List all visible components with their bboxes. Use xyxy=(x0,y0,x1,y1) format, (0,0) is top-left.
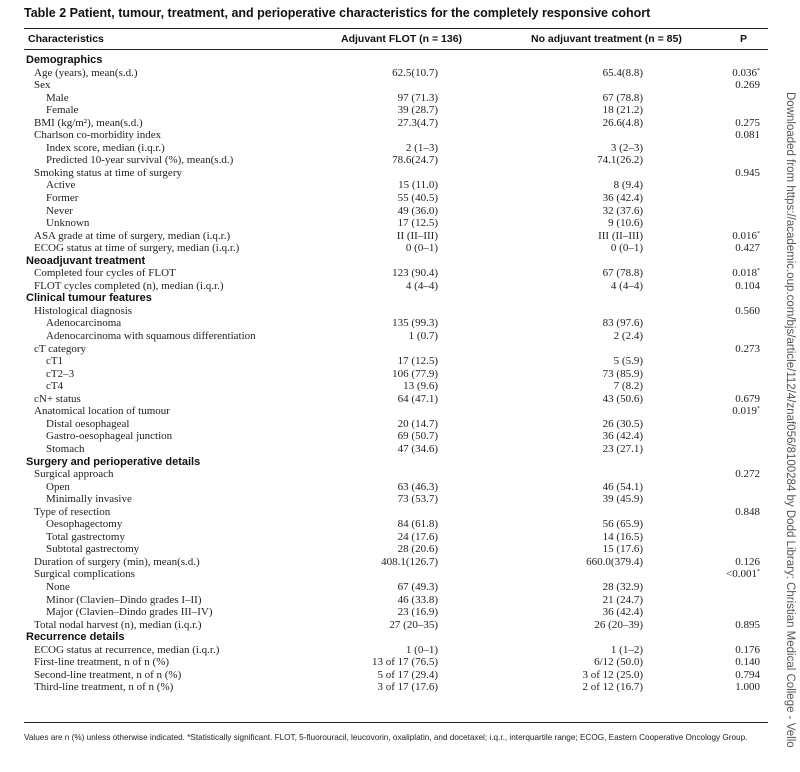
row-label: Surgical approach xyxy=(34,468,114,481)
p-value: 0.273 xyxy=(735,342,760,355)
row-label: ASA grade at time of surgery, median (i.q.r.) xyxy=(34,229,231,242)
p-value: 0.019* xyxy=(732,405,760,418)
download-watermark-text: Downloaded from https://academic.oup.com/bjs/article/112/4/znaf056/8100284 by Dodd Library: Christian Medical College - Vello xyxy=(784,92,796,748)
no-adjuvant-value: 39 (45.9) xyxy=(602,493,643,506)
p-value: 0.895 xyxy=(735,618,760,631)
row-label: Charlson co-morbidity index xyxy=(34,129,162,142)
no-adjuvant-value: 67 (78.8) xyxy=(602,91,643,104)
row-label: Anatomical location of tumour xyxy=(34,405,170,418)
table-row xyxy=(24,205,768,218)
flot-value: 13 of 17 (76.5) xyxy=(372,656,438,669)
row-label: cT2–3 xyxy=(46,367,75,380)
row-label: Minor (Clavien–Dindo grades I–II) xyxy=(46,593,202,606)
row-label: Adenocarcinoma xyxy=(46,317,122,330)
p-value: 0.679 xyxy=(735,392,760,405)
flot-value: 63 (46.3) xyxy=(397,480,438,493)
table-row xyxy=(24,167,768,180)
row-label: Male xyxy=(46,91,69,104)
no-adjuvant-value: 36 (42.4) xyxy=(602,430,643,443)
flot-value: 408.1(126.7) xyxy=(381,555,438,568)
row-label: Subtotal gastrectomy xyxy=(46,543,140,556)
no-adjuvant-value: 26.6(4.8) xyxy=(602,116,643,129)
no-adjuvant-value: 9 (10.6) xyxy=(608,217,643,230)
section-heading xyxy=(24,255,768,268)
no-adjuvant-value: 23 (27.1) xyxy=(602,442,643,455)
no-adjuvant-value: 67 (78.8) xyxy=(602,267,643,280)
flot-value: 15 (11.0) xyxy=(398,179,438,192)
p-value: 0.016* xyxy=(732,229,760,242)
no-adjuvant-value: 8 (9.4) xyxy=(613,179,643,192)
section-heading xyxy=(24,456,768,469)
table-row xyxy=(24,468,768,481)
flot-value: 24 (17.6) xyxy=(397,530,438,543)
table-row xyxy=(24,67,768,80)
row-label: Never xyxy=(46,204,73,217)
section-label: Demographics xyxy=(26,54,103,66)
row-label: Female xyxy=(46,104,79,117)
section-label: Recurrence details xyxy=(26,631,125,644)
flot-value: 73 (53.7) xyxy=(397,493,438,506)
table-row xyxy=(24,531,768,544)
no-adjuvant-value: 4 (4–4) xyxy=(610,279,643,292)
p-value: 0.104 xyxy=(735,279,760,292)
no-adjuvant-value: 3 of 12 (25.0) xyxy=(582,668,643,681)
p-value: 0.126 xyxy=(735,555,760,568)
no-adjuvant-value: 36 (42.4) xyxy=(602,192,643,205)
row-label: Open xyxy=(46,480,70,493)
table-row xyxy=(24,230,768,243)
flot-value: 135 (99.3) xyxy=(392,317,438,330)
flot-value: 39 (28.7) xyxy=(397,104,438,117)
flot-value: 2 (1–3) xyxy=(405,141,438,154)
p-value: 0.269 xyxy=(735,79,760,92)
p-value: 1.000 xyxy=(735,681,760,694)
table-row xyxy=(24,405,768,418)
table-body xyxy=(24,54,768,694)
row-label: Duration of surgery (min), mean(s.d.) xyxy=(34,555,200,568)
no-adjuvant-value: 65.4(8.8) xyxy=(602,66,643,79)
row-label: Total nodal harvest (n), median (i.q.r.) xyxy=(34,618,202,631)
table-row xyxy=(24,79,768,92)
flot-value: 64 (47.1) xyxy=(397,392,438,405)
table-header-rule xyxy=(24,49,768,50)
no-adjuvant-value: 0 (0–1) xyxy=(610,242,643,255)
row-label: Stomach xyxy=(46,442,85,455)
table-footnote: Values are n (%) unless otherwise indicated. *Statistically significant. FLOT, 5-fluorouracil, leucovorin, oxaliplatin, and docetaxel; i.q.r., interquartile range; ECOG, Eastern Cooperative Oncology Group. xyxy=(24,733,748,742)
row-label: Smoking status at time of surgery xyxy=(34,166,182,179)
flot-value: 55 (40.5) xyxy=(397,192,438,205)
table-row xyxy=(24,481,768,494)
table-row xyxy=(24,681,768,694)
p-value: 0.794 xyxy=(735,668,760,681)
flot-value: 78.6(24.7) xyxy=(392,154,438,167)
table-row xyxy=(24,129,768,142)
no-adjuvant-value: 3 (2–3) xyxy=(610,141,643,154)
header-p-value: P xyxy=(740,33,748,45)
section-label: Neoadjuvant treatment xyxy=(26,254,146,267)
row-label: Histological diagnosis xyxy=(34,304,133,317)
table-row xyxy=(24,594,768,607)
no-adjuvant-value: 660.0(379.4) xyxy=(586,555,643,568)
p-value: 0.848 xyxy=(735,505,760,518)
row-label: Total gastrectomy xyxy=(46,530,125,543)
no-adjuvant-value: 83 (97.6) xyxy=(602,317,643,330)
row-label: cT1 xyxy=(46,355,64,368)
p-value: 0.560 xyxy=(735,304,760,317)
row-label: Completed four cycles of FLOT xyxy=(34,267,176,280)
flot-value: 97 (71.3) xyxy=(397,91,438,104)
no-adjuvant-value: 21 (24.7) xyxy=(602,593,643,606)
row-label: ECOG status at time of surgery, median (i.q.r.) xyxy=(34,242,240,255)
row-label: Type of resection xyxy=(34,505,111,518)
row-label: Unknown xyxy=(46,217,90,230)
table-row xyxy=(24,92,768,105)
no-adjuvant-value: 7 (8.2) xyxy=(613,380,643,393)
flot-value: 23 (16.9) xyxy=(397,606,438,619)
table-row xyxy=(24,506,768,519)
table-row xyxy=(24,355,768,368)
flot-value: 4 (4–4) xyxy=(405,279,438,292)
p-value: 0.176 xyxy=(735,643,760,656)
row-label: Active xyxy=(46,179,76,192)
no-adjuvant-value: 74.1(26.2) xyxy=(597,154,643,167)
row-label: Distal oesophageal xyxy=(46,417,130,430)
table-row xyxy=(24,217,768,230)
section-label: Surgery and perioperative details xyxy=(26,455,201,468)
row-label: Oesophagectomy xyxy=(46,518,123,531)
row-label: cT category xyxy=(34,342,87,355)
p-value: 0.081 xyxy=(735,129,760,142)
no-adjuvant-value: 15 (17.6) xyxy=(602,543,643,556)
row-label: Second-line treatment, n of n (%) xyxy=(34,668,182,681)
no-adjuvant-value: 26 (20–39) xyxy=(594,618,643,631)
flot-value: 69 (50.7) xyxy=(397,430,438,443)
section-heading xyxy=(24,292,768,305)
flot-value: 27.3(4.7) xyxy=(397,116,438,129)
header-characteristics: Characteristics xyxy=(28,33,104,45)
table-row xyxy=(24,644,768,657)
row-label: cN+ status xyxy=(34,392,81,405)
section-heading xyxy=(24,54,768,67)
table-row xyxy=(24,267,768,280)
table-row xyxy=(24,619,768,632)
table-row xyxy=(24,305,768,318)
row-label: Surgical complications xyxy=(34,568,135,581)
row-label: cT4 xyxy=(46,380,64,393)
flot-value: 28 (20.6) xyxy=(397,543,438,556)
table-row xyxy=(24,330,768,343)
flot-value: 17 (12.5) xyxy=(397,217,438,230)
no-adjuvant-value: 26 (30.5) xyxy=(602,417,643,430)
table-row xyxy=(24,192,768,205)
table-row xyxy=(24,343,768,356)
p-value: 0.275 xyxy=(735,116,760,129)
table-row xyxy=(24,380,768,393)
no-adjuvant-value: 56 (65.9) xyxy=(602,518,643,531)
no-adjuvant-value: 2 of 12 (16.7) xyxy=(582,681,643,694)
table-row xyxy=(24,606,768,619)
flot-value: 20 (14.7) xyxy=(397,417,438,430)
no-adjuvant-value: 14 (16.5) xyxy=(602,530,643,543)
p-value: 0.272 xyxy=(735,468,760,481)
flot-value: 106 (77.9) xyxy=(392,367,438,380)
no-adjuvant-value: III (II–III) xyxy=(598,229,643,242)
flot-value: II (II–III) xyxy=(396,229,438,242)
flot-value: 0 (0–1) xyxy=(405,242,438,255)
flot-value: 5 of 17 (29.4) xyxy=(377,668,438,681)
table-row xyxy=(24,418,768,431)
table-row xyxy=(24,393,768,406)
row-label: Age (years), mean(s.d.) xyxy=(34,66,138,79)
no-adjuvant-value: 46 (54.1) xyxy=(602,480,643,493)
table-caption: Table 2 Patient, tumour, treatment, and perioperative characteristics for the completely responsive cohort xyxy=(24,6,651,20)
flot-value: 3 of 17 (17.6) xyxy=(377,681,438,694)
no-adjuvant-value: 6/12 (50.0) xyxy=(594,656,643,669)
table-bottom-rule xyxy=(24,722,768,723)
table-row xyxy=(24,104,768,117)
no-adjuvant-value: 5 (5.9) xyxy=(613,355,643,368)
table-row xyxy=(24,581,768,594)
p-value: 0.427 xyxy=(735,242,760,255)
row-label: None xyxy=(46,580,70,593)
no-adjuvant-value: 28 (32.9) xyxy=(602,580,643,593)
table-row xyxy=(24,430,768,443)
p-value: 0.018* xyxy=(732,267,760,280)
flot-value: 1 (0.7) xyxy=(408,330,438,343)
row-label: Gastro-oesophageal junction xyxy=(46,430,173,443)
flot-value: 1 (0–1) xyxy=(405,643,438,656)
row-label: First-line treatment, n of n (%) xyxy=(34,656,170,669)
no-adjuvant-value: 36 (42.4) xyxy=(602,606,643,619)
table-row xyxy=(24,493,768,506)
table-row xyxy=(24,669,768,682)
header-adjuvant-flot: Adjuvant FLOT (n = 136) xyxy=(341,33,463,45)
table-top-rule xyxy=(24,28,768,29)
flot-value: 62.5(10.7) xyxy=(392,66,438,79)
section-heading xyxy=(24,631,768,644)
flot-value: 13 (9.6) xyxy=(403,380,438,393)
p-value: 0.036* xyxy=(732,66,760,79)
flot-value: 47 (34.6) xyxy=(397,442,438,455)
row-label: ECOG status at recurrence, median (i.q.r.) xyxy=(34,643,220,656)
no-adjuvant-value: 32 (37.6) xyxy=(602,204,643,217)
table-row xyxy=(24,142,768,155)
row-label: Minimally invasive xyxy=(46,493,132,506)
no-adjuvant-value: 2 (2.4) xyxy=(613,330,643,343)
row-label: Predicted 10-year survival (%), mean(s.d.) xyxy=(46,154,234,167)
no-adjuvant-value: 18 (21.2) xyxy=(602,104,643,117)
table-row xyxy=(24,568,768,581)
no-adjuvant-value: 73 (85.9) xyxy=(602,367,643,380)
flot-value: 84 (61.8) xyxy=(397,518,438,531)
flot-value: 27 (20–35) xyxy=(389,618,438,631)
flot-value: 49 (36.0) xyxy=(397,204,438,217)
table-row xyxy=(24,518,768,531)
row-label: Major (Clavien–Dindo grades III–IV) xyxy=(46,606,213,619)
table-row xyxy=(24,443,768,456)
table-row xyxy=(24,154,768,167)
row-label: Sex xyxy=(34,79,51,92)
p-value: 0.140 xyxy=(735,656,760,669)
table-row xyxy=(24,543,768,556)
header-no-adjuvant: No adjuvant treatment (n = 85) xyxy=(531,33,682,45)
no-adjuvant-value: 1 (1–2) xyxy=(610,643,643,656)
row-label: FLOT cycles completed (n), median (i.q.r.) xyxy=(34,279,224,292)
row-label: BMI (kg/m²), mean(s.d.) xyxy=(34,116,143,129)
flot-value: 67 (49.3) xyxy=(397,580,438,593)
p-value: <0.001* xyxy=(726,568,760,581)
table-row xyxy=(24,280,768,293)
flot-value: 17 (12.5) xyxy=(397,355,438,368)
table-row xyxy=(24,117,768,130)
row-label: Third-line treatment, n of n (%) xyxy=(34,681,174,694)
row-label: Index score, median (i.q.r.) xyxy=(46,141,165,154)
table-row xyxy=(24,556,768,569)
flot-value: 123 (90.4) xyxy=(392,267,438,280)
no-adjuvant-value: 43 (50.6) xyxy=(602,392,643,405)
flot-value: 46 (33.8) xyxy=(397,593,438,606)
table-row xyxy=(24,179,768,192)
table-row xyxy=(24,317,768,330)
p-value: 0.945 xyxy=(735,166,760,179)
row-label: Former xyxy=(46,192,79,205)
download-watermark xyxy=(782,92,798,772)
table-row xyxy=(24,368,768,381)
section-label: Clinical tumour features xyxy=(26,292,152,305)
table-row xyxy=(24,242,768,255)
row-label: Adenocarcinoma with squamous differentiation xyxy=(46,330,256,343)
table-row xyxy=(24,656,768,669)
